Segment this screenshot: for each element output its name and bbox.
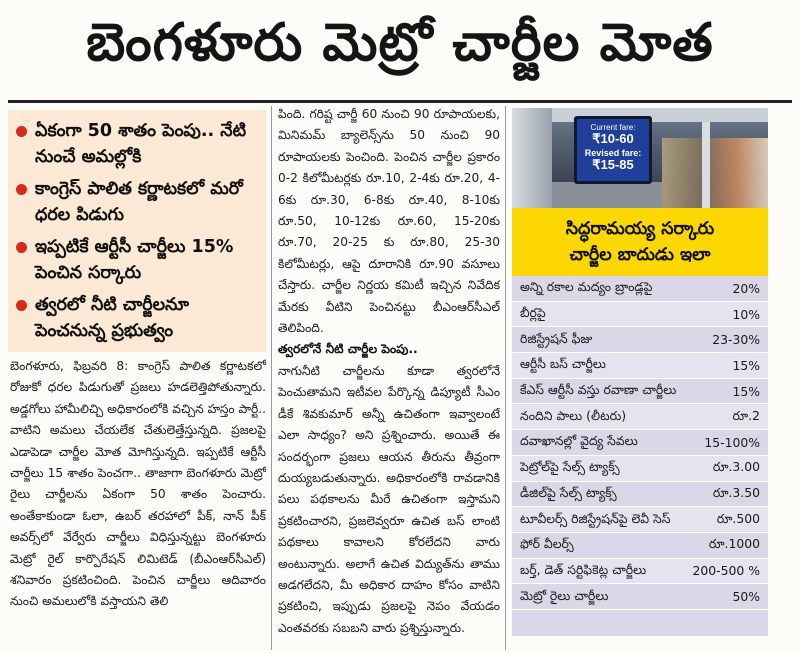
table-row <box>512 379 768 405</box>
table-row <box>512 482 768 508</box>
table-row <box>512 302 768 328</box>
highlight-text: ఇప్పటికే ఆర్టీసీ చార్జీలు 15% పెంచిన సర్కారు <box>35 237 234 283</box>
bullet-icon <box>16 242 27 253</box>
fare-screen-line: Revised fare: <box>584 148 642 158</box>
article-paragraph: పింది. గరిష్ట చార్జీ 60 నుంచి 90 రూపాయలకు, మినిమమ్ బ్యాలెన్స్‌ను 50 నుంచి 90 రూపాయలకు పెంచింది. పెంచిన చార్జీల ప్రకారం 0-2 కిలోమీటర్లకు రూ.10, 2-4కు రూ.20, 4-6కు రూ.30, 6-8కు రూ.40, 8-10కు రూ.50, 10-12కు రూ.60, 15-20కు రూ.70, 20-25 కు రూ.80, 25-30 కిలోమీటర్లు, ఆపై దూరానికి రూ.90 వసూలు చేస్తారు. చార్జీల నిర్ణయ కమిటీ ఇచ్చిన నివేదిక మేరకు వీటిని పెంచినట్టు బీఎంఆర్‌సీఎల్ తెలిపింది. <box>278 107 500 336</box>
table-row <box>512 327 768 353</box>
bullet-icon <box>16 300 27 311</box>
table-row <box>512 559 768 585</box>
charge-label: రిజిస్ట్రేషన్ ఫీజు <box>520 330 593 346</box>
charges-table <box>512 276 768 636</box>
charge-label: డీజిల్‌పై సేల్స్ ట్యాక్స్ <box>520 484 617 500</box>
article-subhead: త్వరలోనే నీటి చార్జీల పెంపు.. <box>278 342 418 357</box>
fare-screen-line: ₹15-85 <box>592 157 634 172</box>
headline-rule <box>8 100 792 103</box>
charge-value: 10% <box>732 306 760 322</box>
charge-label: బర్త్, డెత్ సర్టిఫికెట్ల చార్జీలు <box>520 561 647 577</box>
charge-value: 15% <box>732 383 760 399</box>
charge-value: రూ.3.50 <box>712 484 760 500</box>
column-divider <box>505 106 506 650</box>
charge-value: రూ.1000 <box>708 536 760 552</box>
charge-label: టూవీలర్స్ రిజిస్ట్రేషన్‌పై లెవీ సెస్ <box>520 510 671 526</box>
charge-value: 23-30% <box>712 332 760 348</box>
charge-value: 15% <box>732 357 760 373</box>
headline: బెంగళూరు మెట్రో చార్జీల మోత <box>86 12 714 73</box>
charge-label: పెట్రోల్‌పై సేల్స్ ట్యాక్స్ <box>520 459 620 475</box>
metro-station-photo <box>512 108 768 208</box>
charge-label: అన్ని రకాల మద్యం బ్రాండ్లపై <box>520 279 653 295</box>
article-paragraph: నాగునీటి చార్జీలను కూడా త్వరలోనే పెంచుతామని ఇటీవల పేర్కొన్న డిప్యూటీ సీఎం డీకే శివకుమార్ అన్నీ ఉచితంగా ఇవ్వాలంటే ఎలా సాధ్యం? అని ప్రశ్నించారు. అయితే ఈ సందర్భంగా ప్రజలు ఆయన తీరును తీవ్రంగా దుయ్యబడుతున్నారు. అధికారంలోకి రావడానికి పలు పథకాలను మీరే ఉచితంగా ఇస్తామని ప్రకటించారని, ప్రజలెవ్వరూ ఉచిత బస్ లాంటి పథకాలు కావాలని కోరలేదని వారు అంటున్నారు. అలాగే ఉచిత విద్యుత్‌ను తాము అడగలేదని, మీ అధికార దాహం కోసం వాటిని ప్రకటించి, ఇప్పుడు ప్రజలపై నెపం వేయడం ఎంతవరకు సబబని వారు ప్రశ్నిస్తున్నారు. <box>278 363 500 635</box>
highlight-item <box>16 118 260 170</box>
charge-value: రూ.2 <box>732 407 760 423</box>
highlight-item <box>16 234 260 286</box>
table-row <box>512 353 768 379</box>
article-column-2 <box>278 104 500 650</box>
highlight-text: ఏకంగా 50 శాతం పెంపు.. నేటి నుంచే అమల్లోకి <box>35 121 247 167</box>
charge-label: బీర్లపై <box>520 305 546 321</box>
table-row <box>512 430 768 456</box>
photo-wall <box>512 108 552 208</box>
charge-value: రూ.3.00 <box>712 459 760 475</box>
table-row <box>512 584 768 610</box>
charge-value: 200-500 % <box>692 563 760 579</box>
fare-display-screen <box>574 116 652 184</box>
charge-label: దవాఖానల్లో వైద్య సేవలు <box>520 433 638 449</box>
photo-floor <box>552 182 662 208</box>
bullet-icon <box>16 126 27 137</box>
photo-people <box>662 138 768 208</box>
charges-table-header <box>512 208 768 276</box>
highlight-item <box>16 292 260 344</box>
charge-value: రూ.500 <box>716 510 760 526</box>
charges-table-title: చార్జీల బాదుడు ఇలా <box>569 245 711 265</box>
charge-value: 15-100% <box>704 434 760 450</box>
highlight-item <box>16 176 260 228</box>
charge-label: కేఎస్ ఆర్టీసీ వస్తు రవాణా చార్జీలు <box>520 382 677 398</box>
table-row <box>512 533 768 559</box>
table-row <box>512 276 768 302</box>
table-row <box>512 404 768 430</box>
table-row <box>512 507 768 533</box>
photo-pillar <box>702 122 710 208</box>
highlights-box <box>8 110 266 352</box>
article-column-1 <box>10 356 266 648</box>
article-paragraph: బెంగళూరు, ఫిబ్రవరి 8: కాంగ్రెస్ పాలిత కర్ణాటకలో రోజుకో ధరల పిడుగుతో ప్రజలు హడలెత్తిపోతున్నారు. అడ్డగోలు హామీలిచ్చి అధికారంలోకి వచ్చిన హస్తం పార్టీ.. వాటిని అమలు చేయలేక చేతులెత్తేస్తున్నది. ప్రజలపై ఎడాపెడా చార్జీల మోత మోగిస్తున్నది. ఇప్పటికే ఆర్టీసీ చార్జీలు 15 శాతం పెంచగా.. తాజాగా బెంగళూరు మెట్రో రైలు చార్జీలను ఏకంగా 50 శాతం పెంచారు. అంతేకాకుండా ఓలా, ఉబర్ తరహాలో పీక్, నాన్ పీక్ అవర్స్‌లో వేర్వేరు చార్జీలు విధిస్తున్నట్టు బెంగళూరు మెట్రో రైల్ కార్పొరేషన్ లిమిటెడ్ (బీఎంఆర్‌సీఎల్) శనివారం ప్రకటించింది. పెంచిన చార్జీలు ఆదివారం నుంచి అమలులోకి వస్తాయని తెలి <box>10 359 266 609</box>
table-row <box>512 456 768 482</box>
column-divider <box>271 106 272 650</box>
charge-value: 20% <box>732 280 760 296</box>
highlight-text: త్వరలో నీటి చార్జీలనూ పెంచనున్న ప్రభుత్వం <box>35 295 189 341</box>
charges-table-title: సిద్ధరామయ్య సర్కారు <box>565 219 715 239</box>
highlight-text: కాంగ్రెస్ పాలిత కర్ణాటకలో మరో ధరల పిడుగు <box>35 179 243 225</box>
charge-label: ఫోర్ వీలర్స్ <box>520 536 574 552</box>
charge-value: 50% <box>732 589 760 605</box>
charge-label: ఆర్టీసీ బస్ చార్జీలు <box>520 356 606 372</box>
charge-label: మెట్రో రైలు చార్జీలు <box>520 587 609 603</box>
charge-label: నందిని పాలు (లీటరు) <box>520 407 627 423</box>
fare-screen-line: Current fare: <box>590 123 636 132</box>
bullet-icon <box>16 184 27 195</box>
fare-screen-line: ₹10-60 <box>592 131 634 146</box>
